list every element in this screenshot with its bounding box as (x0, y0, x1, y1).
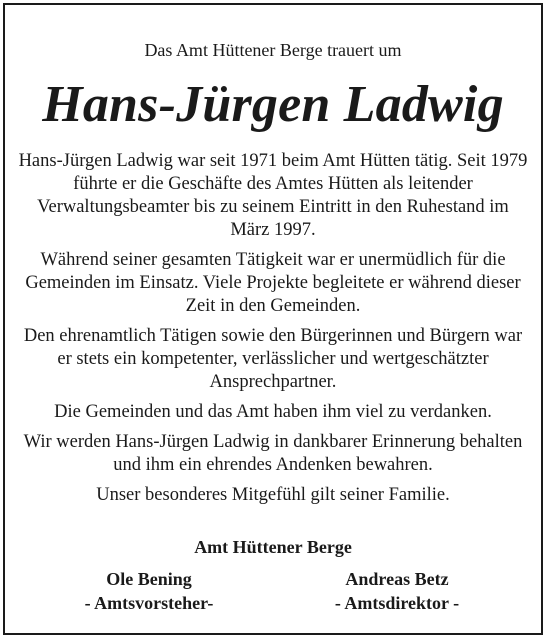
obituary-notice (3, 3, 543, 635)
signatory-role: - Amtsdirektor - (334, 593, 460, 613)
signatory-role: - Amtsvorsteher- (84, 593, 214, 613)
paragraph-career: Hans-Jürgen Ladwig war seit 1971 beim Amt Hütten tätig. Seit 1979 führte er die Geschäfte des Amtes Hütten als leitender Verwaltungsbeamter bis zu seinem Eintritt in den Ruhestand im März 1997. (18, 151, 528, 240)
paragraph-commitment: Während seiner gesamten Tätigkeit war er unermüdlich für die Gemeinden im Einsatz. Viele Projekte begleitete er während dieser Zeit in den Gemeinden. (25, 250, 521, 316)
paragraph-condolence: Unser besonderes Mitgefühl gilt seiner Familie. (96, 485, 450, 505)
intro-line: Das Amt Hüttener Berge trauert um (144, 40, 402, 60)
signatory-name: Ole Bening (106, 569, 192, 589)
signatory-name: Andreas Betz (345, 569, 449, 589)
signatory-right (277, 567, 517, 615)
organization-name: Amt Hüttener Berge (194, 537, 352, 557)
paragraph-gratitude: Die Gemeinden und das Amt haben ihm viel zu verdanken. (54, 402, 492, 422)
deceased-name: Hans-Jürgen Ladwig (42, 76, 504, 133)
paragraph-remembrance: Wir werden Hans-Jürgen Ladwig in dankbarer Erinnerung behalten und ihm ein ehrendes Andenken bewahren. (23, 432, 523, 475)
signatory-left (29, 567, 269, 615)
obituary-body (17, 150, 529, 514)
paragraph-contact: Den ehrenamtlich Tätigen sowie den Bürgerinnen und Bürgern war er stets ein kompetenter, verlässlicher und wertgeschätzter Ansprechpartner. (23, 326, 523, 392)
